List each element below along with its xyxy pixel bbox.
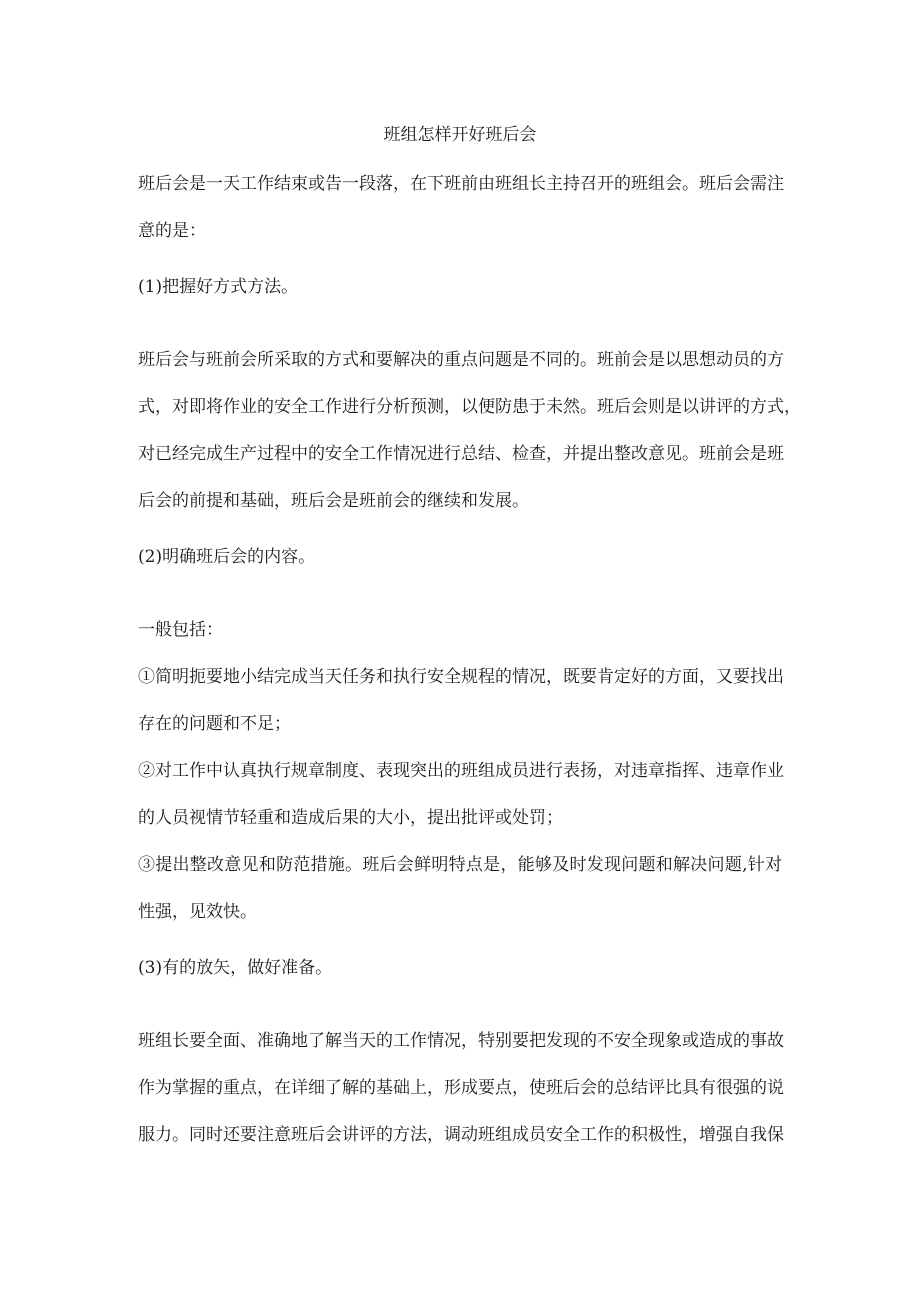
paragraph-line: 班后会与班前会所采取的方式和要解决的重点问题是不同的。班前会是以思想动员的方: [138, 350, 784, 370]
paragraph-line: 一般包括：: [138, 620, 223, 640]
list-item-line: ①简明扼要地小结完成当天任务和执行安全规程的情况，既要肯定好的方面，又要找出: [138, 667, 784, 687]
document-title: 班组怎样开好班后会: [383, 125, 537, 145]
paragraph-line: 对已经完成生产过程中的安全工作情况进行总结、检查，并提出整改意见。班前会是班: [138, 444, 784, 464]
section-heading: (1)把握好方式方法。: [138, 277, 299, 297]
paragraph-line: 式，对即将作业的安全工作进行分析预测，以便防患于未然。班后会则是以讲评的方式，: [138, 397, 801, 417]
paragraph-line: 班组长要全面、准确地了解当天的工作情况，特别要把发现的不安全现象或造成的事故: [138, 1031, 784, 1051]
paragraph-line: 班后会是一天工作结束或告一段落，在下班前由班组长主持召开的班组会。班后会需注: [138, 174, 784, 194]
list-item-line: ③提出整改意见和防范措施。班后会鲜明特点是，能够及时发现问题和解决问题,针对: [138, 855, 782, 875]
list-item-line: 存在的问题和不足；: [138, 714, 291, 734]
list-item-line: ②对工作中认真执行规章制度、表现突出的班组成员进行表扬，对违章指挥、违章作业: [138, 761, 784, 781]
paragraph-line: 后会的前提和基础，班后会是班前会的继续和发展。: [138, 491, 529, 511]
section-heading: (3)有的放矢，做好准备。: [138, 958, 333, 978]
paragraph-line: 作为掌握的重点，在详细了解的基础上，形成要点，使班后会的总结评比具有很强的说: [138, 1078, 784, 1098]
paragraph-line: 意的是：: [138, 221, 206, 241]
list-item-line: 的人员视情节轻重和造成后果的大小，提出批评或处罚；: [138, 808, 563, 828]
paragraph-line: 服力。同时还要注意班后会讲评的方法，调动班组成员安全工作的积极性，增强自我保: [138, 1125, 784, 1145]
section-heading: (2)明确班后会的内容。: [138, 547, 316, 567]
list-item-line: 性强，见效快。: [138, 902, 257, 922]
